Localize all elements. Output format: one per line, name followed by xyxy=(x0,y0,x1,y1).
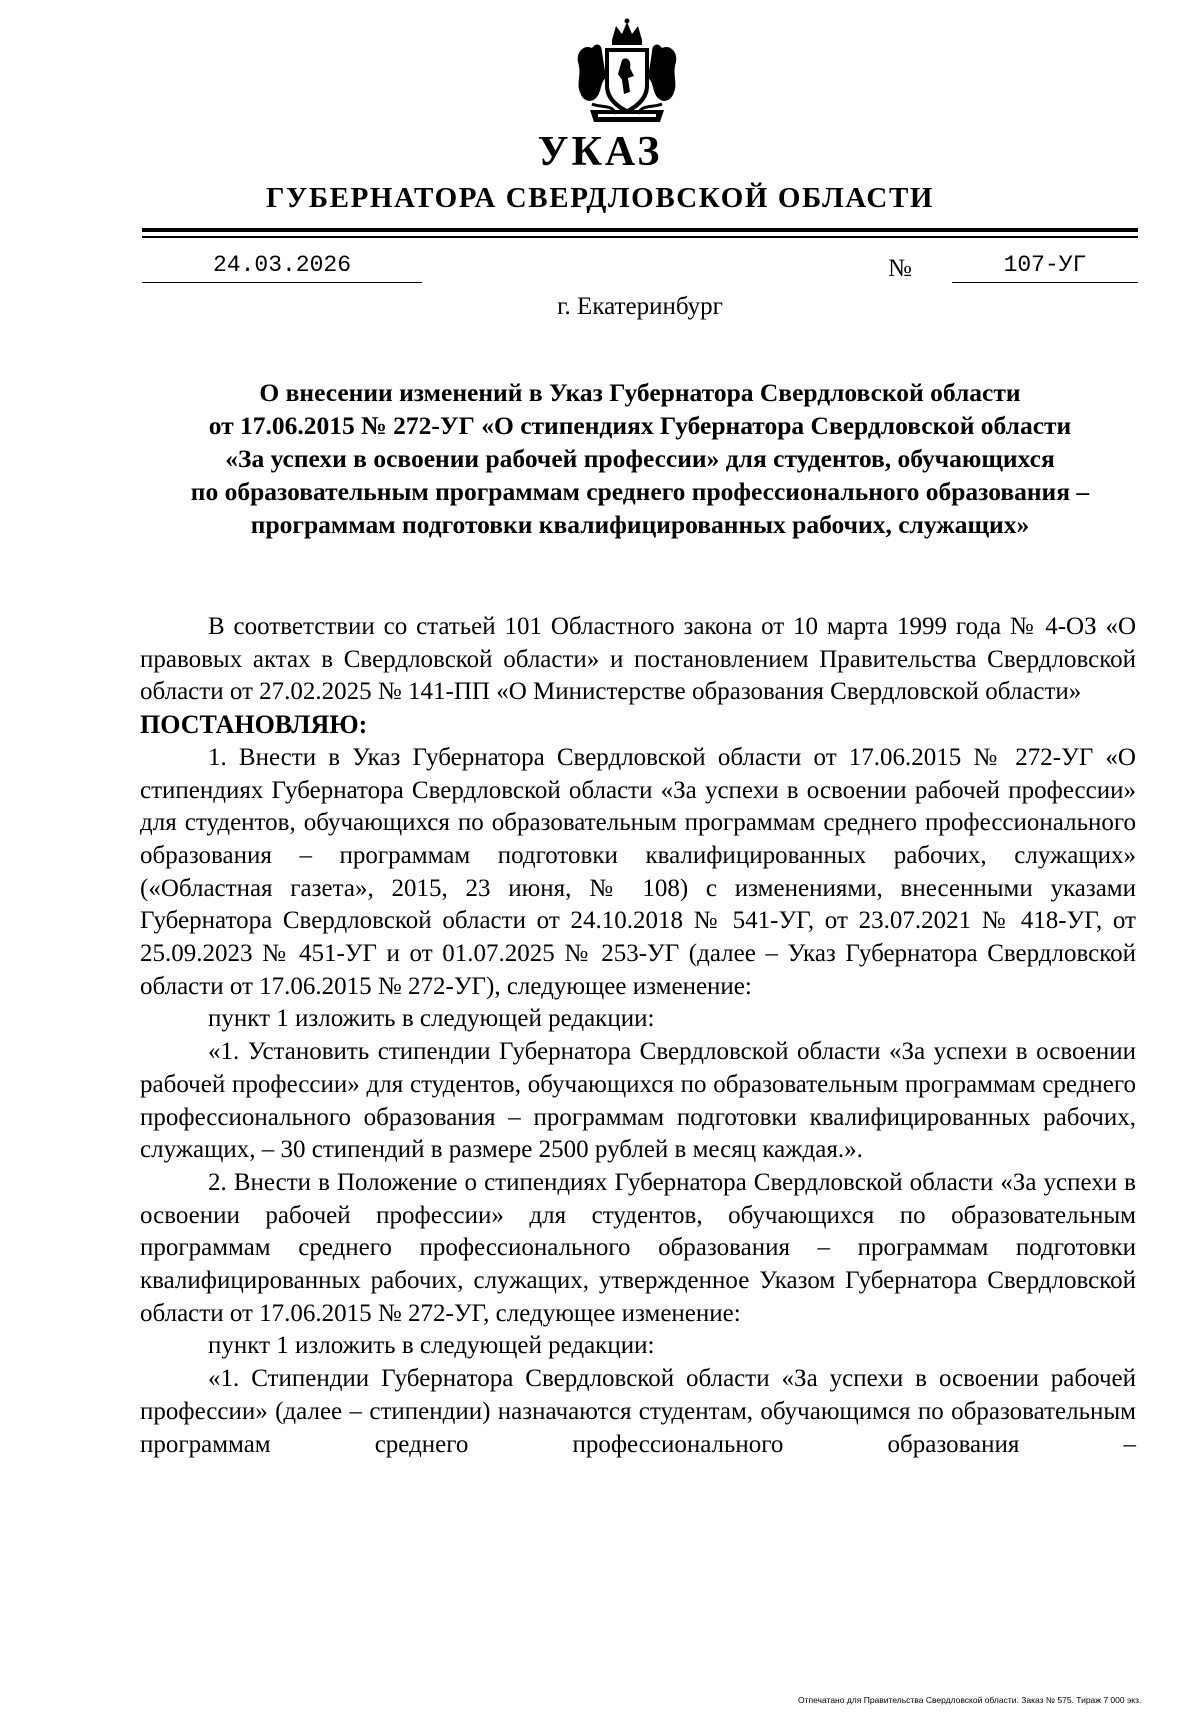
item-1-subparagraph: пункт 1 изложить в следующей редакции: xyxy=(208,1005,655,1033)
decree-number: 107-УГ xyxy=(952,248,1138,283)
item-2-paragraph: 2. Внести в Положение о стипендиях Губернатора Свердловской области «За успехи в освоении рабочей профессии» для студентов, обучающихся по образовательным программам среднего профессионального образования – программам подготовки квалифицированных рабочих, служащих, утвержденное Указом Губернатора Свердловской области от 17.06.2015 № 272-УГ, следующее изменение: xyxy=(140,1168,1136,1327)
print-imprint: Отпечатано для Правительства Свердловской области. Заказ № 575. Тираж 7 000 экз. xyxy=(798,1695,1142,1705)
preamble-paragraph: В соответствии со статьей 101 Областного закона от 10 марта 1999 года № 4-ОЗ «О правовых актах в Свердловской области» и постановлением Правительства Свердловской области от 27.02.2025 № 141-ПП «О Министерстве образования Свердловской области» xyxy=(140,613,1136,706)
resolve-word: ПОСТАНОВЛЯЮ: xyxy=(140,710,368,740)
item-2-quote: «1. Стипендии Губернатора Свердловской области «За успехи в освоении рабочей профессии» (далее – стипендии) назначаются студентам, обучающимся по образовательным программам среднего профессионального образования – xyxy=(140,1365,1136,1458)
document-subtitle: ГУБЕРНАТОРА СВЕРДЛОВСКОЙ ОБЛАСТИ xyxy=(265,182,935,214)
header-divider-thick xyxy=(142,228,1138,232)
number-sign: № xyxy=(888,255,912,282)
heading-line: О внесении изменений в Указ Губернатора Свердловской области xyxy=(259,378,1021,407)
item-1-quote: «1. Установить стипендии Губернатора Свердловской области «За успехи в освоении рабочей профессии» для студентов, обучающихся по образовательным программам среднего профессионального образования – программам подготовки квалифицированных рабочих, служащих, – 30 стипендий в размере 2500 рублей в месяц каждая.». xyxy=(140,1038,1136,1164)
document-title: УКАЗ xyxy=(537,129,663,175)
heading-line: по образовательным программам среднего профессионального образования – xyxy=(190,477,1090,506)
city: г. Екатеринбург xyxy=(557,293,723,320)
heading-line: программам подготовки квалифицированных рабочих, служащих» xyxy=(250,510,1030,539)
decree-heading xyxy=(150,376,1130,541)
item-2-subparagraph: пункт 1 изложить в следующей редакции: xyxy=(208,1332,655,1360)
item-1-paragraph: 1. Внести в Указ Губернатора Свердловской области от 17.06.2015 № 272-УГ «О стипендиях Губернатора Свердловской области «За успехи в освоении рабочей профессии» для студентов, обучающихся по образовательным программам среднего профессионального образования – программам подготовки квалифицированных рабочих, служащих» («Областная газета», 2015, 23 июня, № 108) с изменениями, внесенными указами Губернатора Свердловской области от 24.10.2018 № 541-УГ, от 23.07.2021 № 418-УГ, от 25.09.2023 № 451-УГ и от 01.07.2025 № 253-УГ (далее – Указ Губернатора Свердловской области от 17.06.2015 № 272-УГ), следующее изменение: xyxy=(140,743,1136,1000)
heading-line: от 17.06.2015 № 272-УГ «О стипендиях Губернатора Свердловской области xyxy=(208,411,1072,440)
sverdlovsk-coat-of-arms-icon xyxy=(572,18,682,130)
decree-body xyxy=(140,611,1136,1461)
decree-date: 24.03.2026 xyxy=(142,248,422,283)
heading-line: «За успехи в освоении рабочей профессии» для студентов, обучающихся xyxy=(225,444,1055,473)
header-divider-thin xyxy=(142,236,1138,238)
